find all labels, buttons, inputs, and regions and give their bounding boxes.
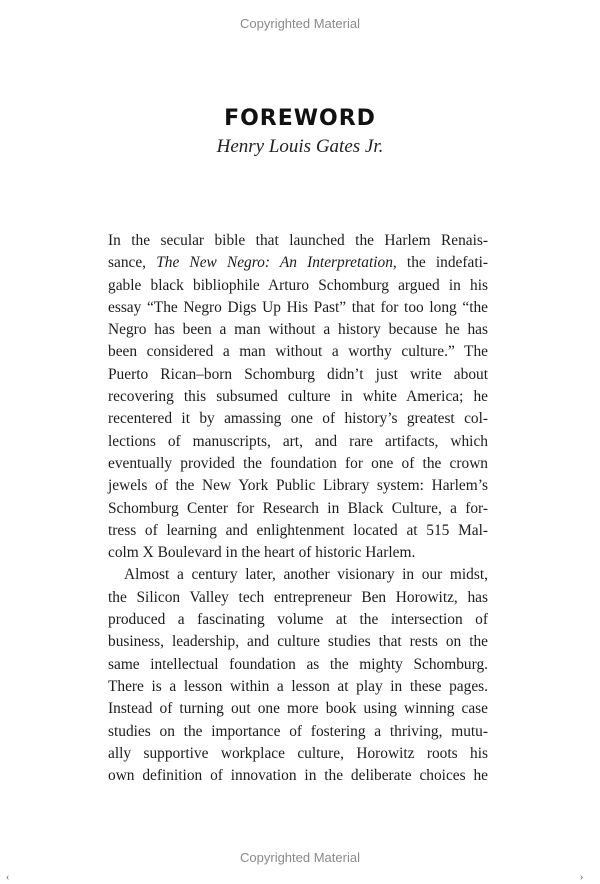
text-line: Negro has been a man without a history because he has: [108, 321, 488, 339]
chapter-author: Henry Louis Gates Jr.: [216, 136, 384, 157]
text-line: eventually provided the foundation for one of the crown: [108, 454, 488, 472]
text-line: ally supportive workplace culture, Horowitz roots his: [108, 744, 488, 762]
text-line: In the secular bible that launched the Harlem Renais-: [108, 232, 488, 249]
text-line: Almost a century later, another visionary in our midst,: [124, 566, 488, 584]
text-line: colm X Boulevard in the heart of historic Harlem.: [108, 544, 416, 562]
text-line: produced a fascinating volume at the intersection of: [108, 611, 488, 629]
crop-mark-left-icon: ‹: [6, 872, 10, 883]
text-line: Puerto Rican–born Schomburg didn’t just write about: [108, 365, 488, 383]
copyright-watermark-bottom: Copyrighted Material: [240, 850, 360, 865]
chapter-heading: FOREWORD: [224, 106, 376, 131]
paragraph-2: [108, 564, 488, 787]
text-line: recentered it by amassing one of history’s greatest col-: [108, 410, 488, 428]
text-line: lections of manuscripts, art, and rare artifacts, which: [108, 432, 488, 450]
text-line: Instead of turning out one more book using winning case: [108, 700, 488, 718]
text-line-with-title: sance, The New Negro: An Interpretation, the indefati-: [108, 254, 489, 272]
text-line: own definition of innovation in the deliberate choices he: [108, 767, 488, 785]
text-line: gable black bibliophile Arturo Schomburg argued in his: [108, 276, 488, 294]
text-line: jewels of the New York Public Library system: Harlem’s: [108, 477, 488, 495]
body-text: [108, 230, 488, 787]
text-line: tress of learning and enlightenment located at 515 Mal-: [108, 521, 488, 539]
text-line: same intellectual foundation as the mighty Schomburg.: [108, 655, 488, 673]
copyright-watermark-top: Copyrighted Material: [240, 16, 360, 31]
text-line: recovering this subsumed culture in white America; he: [108, 388, 488, 406]
text-line: Schomburg Center for Research in Black Culture, a for-: [108, 499, 488, 517]
text-line: studies on the importance of fostering a thriving, mutu-: [108, 722, 488, 740]
crop-mark-right-icon: ›: [580, 872, 584, 883]
text-line: business, leadership, and culture studies that rests on the: [108, 633, 488, 651]
text-line: the Silicon Valley tech entrepreneur Ben Horowitz, has: [108, 588, 488, 606]
text-line: There is a lesson within a lesson at play in these pages.: [108, 677, 488, 695]
text-line: essay “The Negro Digs Up His Past” that for too long “the: [108, 298, 488, 316]
paragraph-1: [108, 230, 488, 564]
book-title: The New Negro: An Interpretation: [156, 254, 393, 272]
text-line: been considered a man without a worthy culture.” The: [108, 343, 488, 361]
